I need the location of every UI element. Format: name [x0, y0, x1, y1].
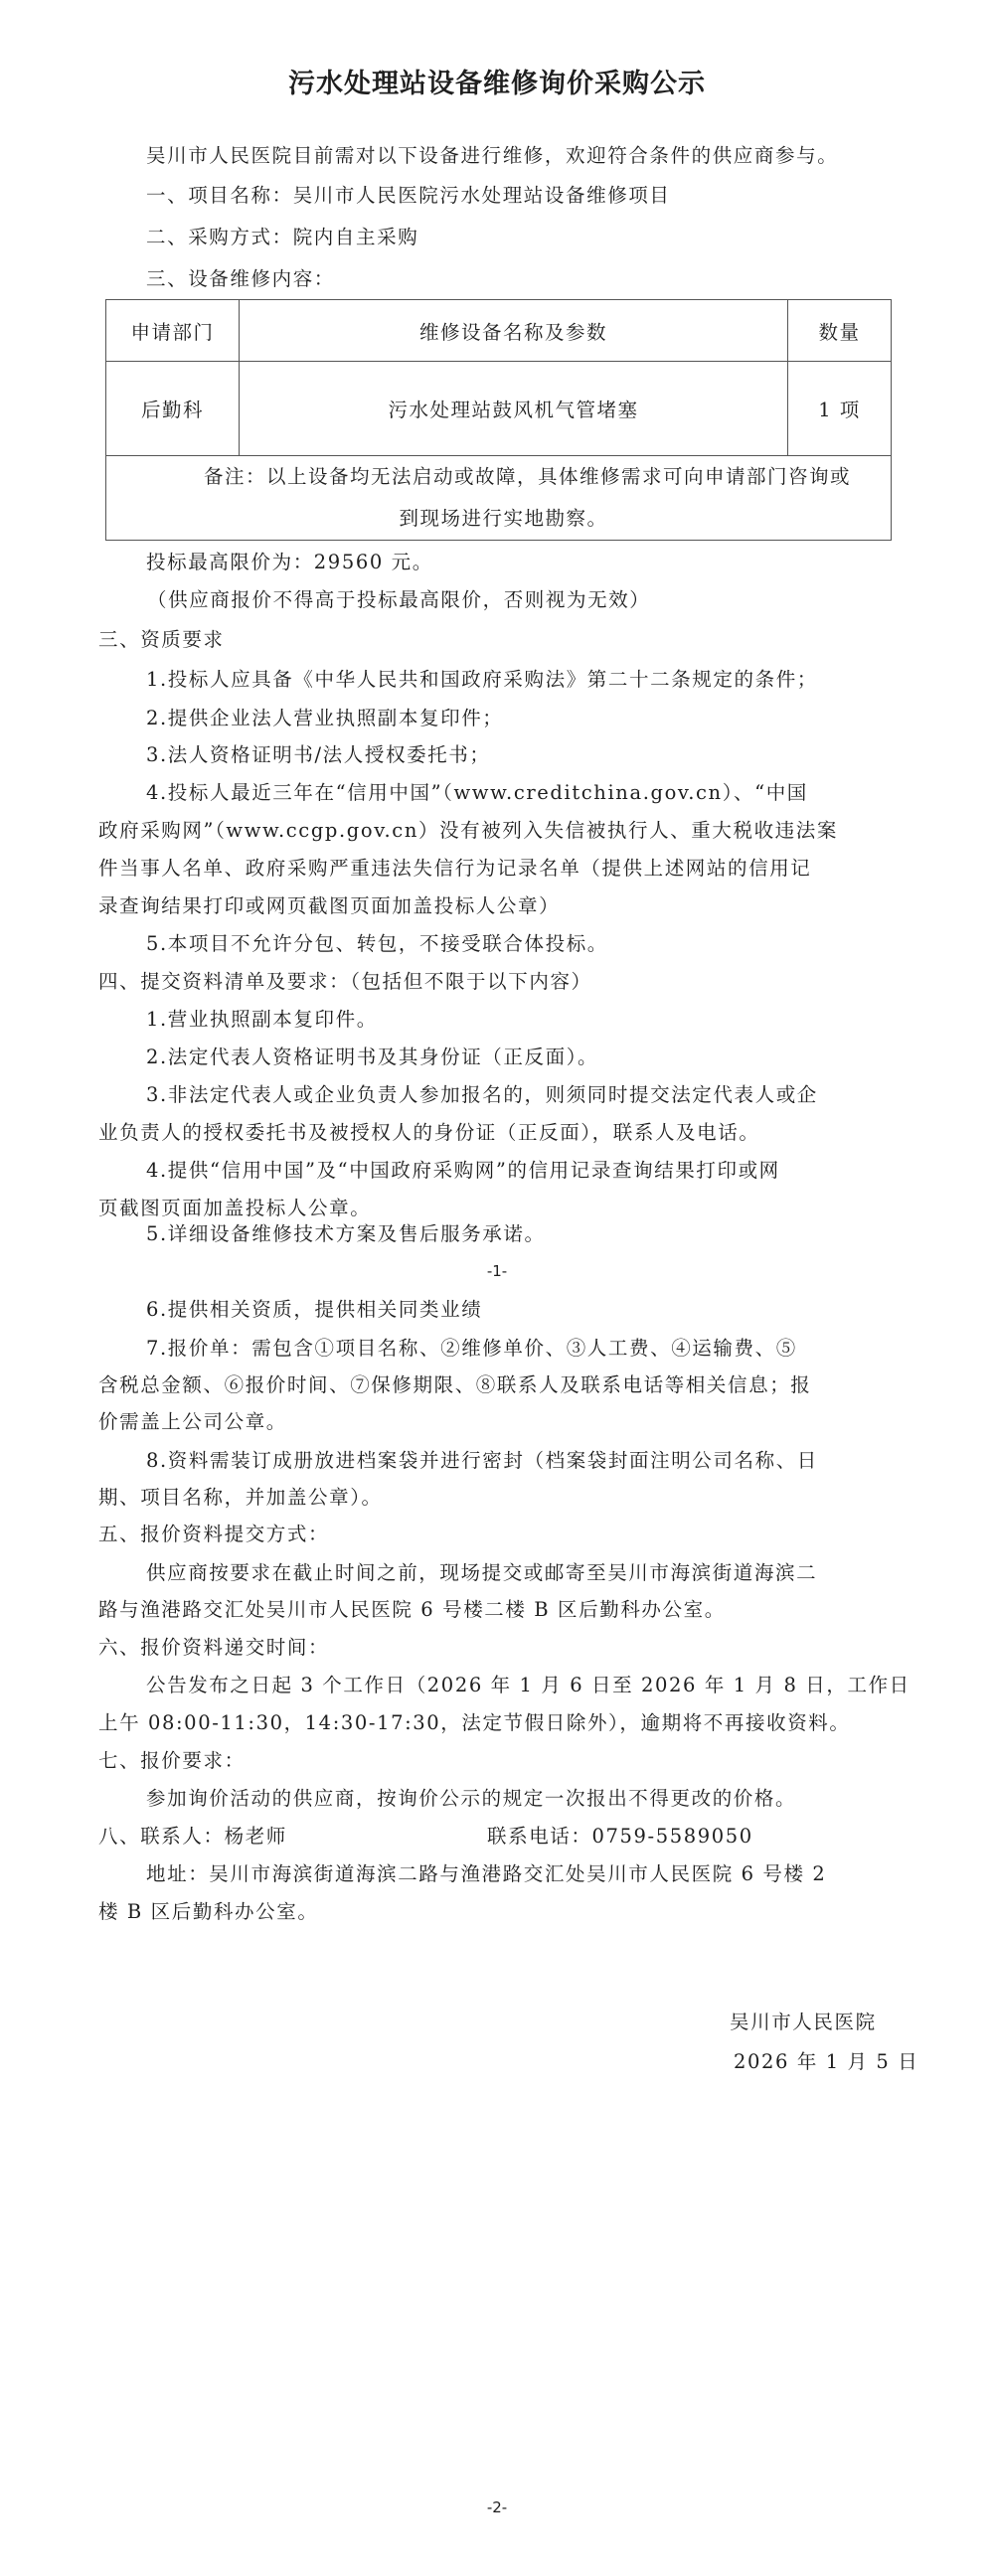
submission-item-8-line-2: 期、项目名称，并加盖公章）。	[98, 1486, 383, 1509]
intro-text: 吴川市人民医院目前需对以下设备进行维修，欢迎符合条件的供应商参与。	[146, 144, 839, 167]
submission-item-1: 1.营业执照副本复印件。	[146, 1008, 378, 1031]
qualification-heading: 三、资质要求	[98, 628, 225, 651]
submit-method-line-2: 路与渔港路交汇处吴川市人民医院 6 号楼二楼 B 区后勤科办公室。	[98, 1598, 726, 1621]
header-equipment: 维修设备名称及参数	[240, 300, 788, 362]
contact-person: 八、联系人：杨老师	[98, 1825, 287, 1848]
qualification-item-1: 1.投标人应具备《中华人民共和国政府采购法》第二十二条规定的条件；	[146, 668, 818, 691]
submission-item-4-line-2: 页截图页面加盖投标人公章。	[98, 1197, 372, 1219]
table-row	[106, 362, 892, 456]
contact-address-line-1: 地址：吴川市海滨街道海滨二路与渔港路交汇处吴川市人民医院 6 号楼 2	[146, 1862, 827, 1885]
qualification-item-4-line-1: 4.投标人最近三年在“信用中国”（www.creditchina.gov.cn）、“中国	[146, 781, 808, 804]
max-price: 投标最高限价为：29560 元。	[146, 551, 433, 573]
page-number-1: -1-	[486, 1262, 508, 1280]
table-header-row	[106, 300, 892, 362]
project-name: 一、项目名称：吴川市人民医院污水处理站设备维修项目	[146, 184, 671, 207]
submit-time-line-2: 上午 08:00-11:30，14:30-17:30，法定节假日除外），逾期将不再接收资料。	[98, 1711, 851, 1734]
submission-item-6: 6.提供相关资质，提供相关同类业绩	[146, 1298, 483, 1321]
submit-method-heading: 五、报价资料提交方式：	[98, 1523, 330, 1545]
qualification-item-4-line-4: 录查询结果打印或网页截图页面加盖投标人公章）	[98, 894, 561, 917]
table-remark-row	[106, 456, 892, 541]
remark-line-2: 到现场进行实地勘察。	[399, 507, 608, 530]
submit-time-line-1: 公告发布之日起 3 个工作日（2026 年 1 月 6 日至 2026 年 1 月 8 日，工作日	[146, 1674, 911, 1696]
qualification-item-5: 5.本项目不允许分包、转包，不接受联合体投标。	[146, 932, 608, 955]
equipment-table	[105, 299, 892, 541]
page-number-2: -2-	[486, 2498, 508, 2516]
contact-phone: 联系电话：0759-5589050	[487, 1825, 753, 1848]
procurement-method: 二、采购方式：院内自主采购	[146, 226, 419, 248]
quote-requirement-heading: 七、报价要求：	[98, 1749, 246, 1772]
header-quantity: 数量	[788, 300, 892, 362]
qualification-item-4-line-3: 件当事人名单、政府采购严重违法失信行为记录名单（提供上述网站的信用记	[98, 857, 812, 880]
submission-item-7-line-1: 7.报价单：需包含①项目名称、②维修单价、③人工费、④运输费、⑤	[146, 1337, 797, 1360]
cell-remark	[106, 456, 892, 541]
contact-address-line-2: 楼 B 区后勤科办公室。	[98, 1900, 319, 1923]
document-title: 污水处理站设备维修询价采购公示	[288, 69, 706, 99]
submission-item-2: 2.法定代表人资格证明书及其身份证（正反面）。	[146, 1046, 599, 1068]
submission-item-7-line-3: 价需盖上公司公章。	[98, 1410, 287, 1433]
qualification-item-2: 2.提供企业法人营业执照副本复印件；	[146, 707, 504, 729]
cell-equipment: 污水处理站鼓风机气管堵塞	[240, 362, 788, 456]
cell-quantity: 1 项	[788, 362, 892, 456]
content-heading: 三、设备维修内容：	[146, 267, 335, 290]
submit-method-line-1: 供应商按要求在截止时间之前，现场提交或邮寄至吴川市海滨街道海滨二	[146, 1561, 818, 1584]
signature-date: 2026 年 1 月 5 日	[734, 2050, 919, 2073]
submission-item-3-line-2: 业负责人的授权委托书及被授权人的身份证（正反面），联系人及电话。	[98, 1121, 760, 1144]
submission-item-8-line-1: 8.资料需装订成册放进档案袋并进行密封（档案袋封面注明公司名称、日	[146, 1449, 818, 1472]
max-price-note: （供应商报价不得高于投标最高限价，否则视为无效）	[147, 588, 651, 611]
signature-organization: 吴川市人民医院	[730, 2011, 877, 2033]
remark-line-1: 备注：以上设备均无法启动或故障，具体维修需求可向申请部门咨询或	[203, 465, 851, 488]
submit-time-heading: 六、报价资料递交时间：	[98, 1636, 330, 1659]
header-department: 申请部门	[106, 300, 240, 362]
cell-department: 后勤科	[106, 362, 240, 456]
submission-item-5: 5.详细设备维修技术方案及售后服务承诺。	[146, 1222, 546, 1245]
quote-requirement-text: 参加询价活动的供应商，按询价公示的规定一次报出不得更改的价格。	[146, 1787, 797, 1810]
submission-item-7-line-2: 含税总金额、⑥报价时间、⑦保修期限、⑧联系人及联系电话等相关信息；报	[98, 1373, 812, 1396]
qualification-item-3: 3.法人资格证明书/法人授权委托书；	[146, 743, 491, 766]
qualification-item-4-line-2: 政府采购网”（www.ccgp.gov.cn）没有被列入失信被执行人、重大税收违法案	[98, 819, 838, 842]
submission-heading: 四、提交资料清单及要求：（包括但不限于以下内容）	[98, 970, 592, 993]
submission-item-4-line-1: 4.提供“信用中国”及“中国政府采购网”的信用记录查询结果打印或网	[146, 1159, 780, 1182]
submission-item-3-line-1: 3.非法定代表人或企业负责人参加报名的，则须同时提交法定代表人或企	[146, 1083, 818, 1106]
